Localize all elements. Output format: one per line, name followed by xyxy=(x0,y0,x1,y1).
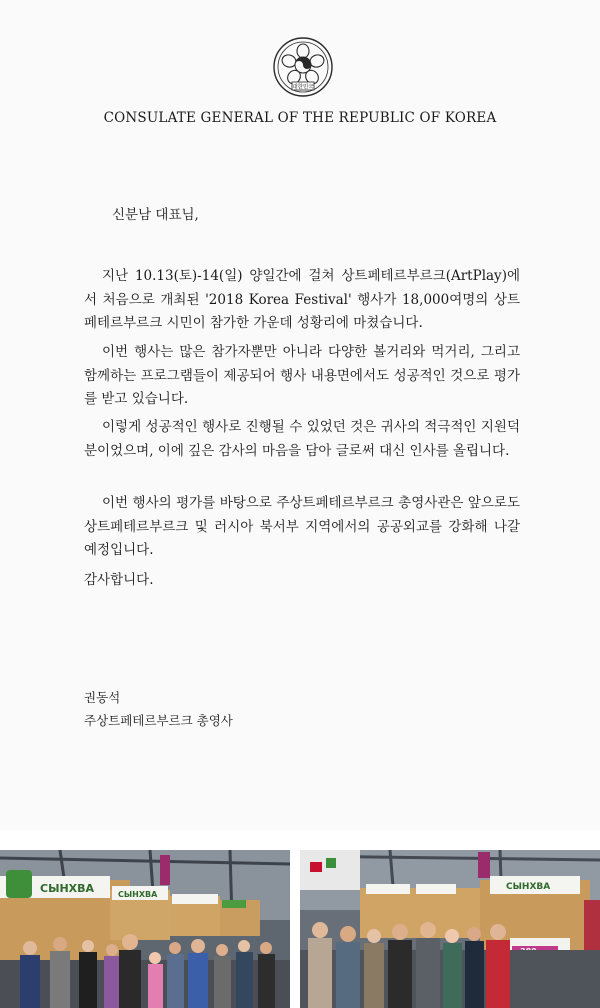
booth-sign-right: СЫНХВА xyxy=(506,882,551,892)
letter-paragraph-2: 이번 행사는 많은 참가자뿐만 아니라 다양한 볼거리와 먹거리, 그리고 함께하는 프로그램들이 제공되어 행사 내용면에서도 성공적인 것으로 평가를 받고 있습니다. xyxy=(84,344,520,407)
signer-title: 주상트페테르부르크 총영사 xyxy=(84,713,233,728)
booth-sign-1: СЫНХВА xyxy=(40,882,95,895)
signer-name: 권동석 xyxy=(84,690,121,705)
salutation: 신분남 대표님, xyxy=(112,207,199,223)
letter-paragraph-4: 이번 행사의 평가를 바탕으로 주상트페테르부르크 총영사관은 앞으로도 상트페테르부르크 및 러시아 북서부 지역에서의 공공외교를 강화해 나갈 예정입니다. xyxy=(84,495,520,558)
festival-photo-left xyxy=(0,850,290,1008)
letter-paragraph-3: 이렇게 성공적인 행사로 진행될 수 있었던 것은 귀사의 적극적인 지원덕분이었으며, 이에 깊은 감사의 마음을 담아 글로써 대신 인사를 올립니다. xyxy=(84,419,520,459)
letter-paragraph-1: 지난 10.13(토)-14(일) 양일간에 걸쳐 상트페테르부르크(ArtPlay)에서 처음으로 개최된 '2018 Korea Festival' 행사가 18,000여명의 상트페테르부르크 시민이 참가한 가운데 성황리에 마쳤습니다. xyxy=(84,268,520,331)
closing-line: 감사합니다. xyxy=(84,572,154,588)
festival-photo-right xyxy=(300,850,600,1008)
consulate-seal-emblem xyxy=(272,36,334,98)
booth-sign-2: СЫНХВА xyxy=(118,890,158,899)
seal-text: 대한민국 xyxy=(292,84,314,91)
consulate-heading: CONSULATE GENERAL OF THE REPUBLIC OF KOREA xyxy=(103,110,497,126)
